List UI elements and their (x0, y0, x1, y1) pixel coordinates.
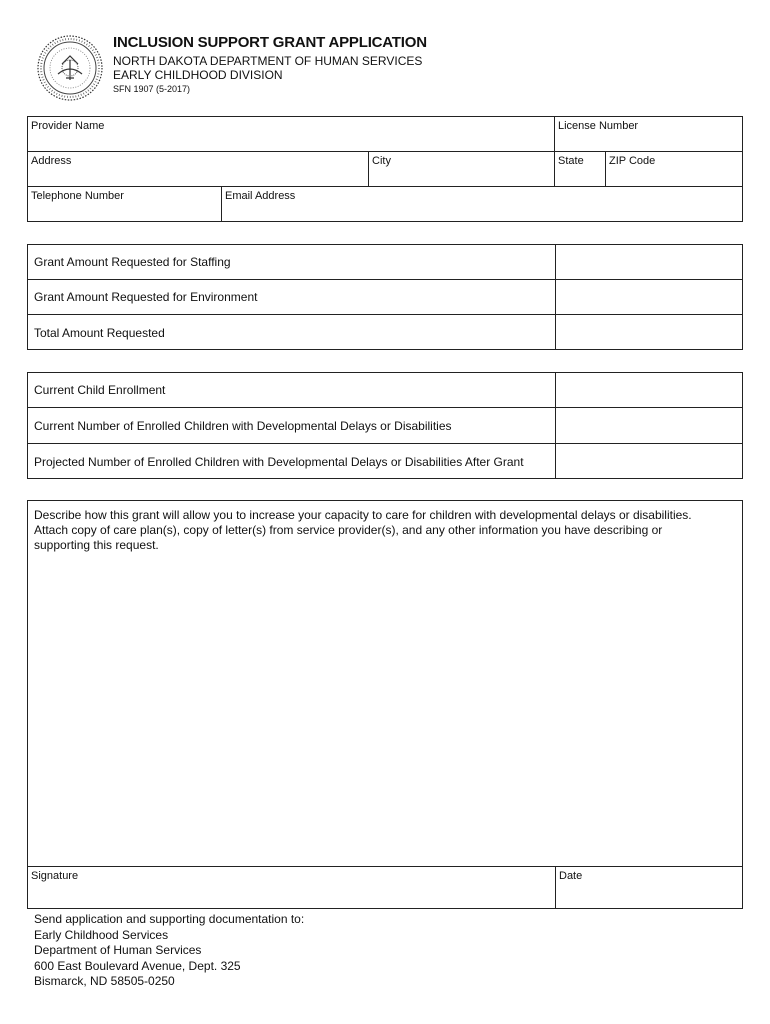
projected-delays-label: Projected Number of Enrolled Children with Developmental Delays or Disabilities After Grant (34, 455, 524, 469)
email-label: Email Address (225, 190, 296, 202)
current-enrollment-input[interactable] (556, 373, 742, 407)
description-textarea[interactable] (30, 557, 740, 865)
projected-delays-input[interactable] (556, 444, 742, 478)
total-amount-input[interactable] (556, 315, 742, 349)
staffing-amount-input[interactable] (556, 245, 742, 279)
provider-info-section (27, 116, 743, 222)
description-section (27, 500, 743, 909)
mailing-line-2: Department of Human Services (34, 943, 202, 957)
license-number-field[interactable] (555, 117, 742, 151)
date-label: Date (559, 870, 583, 882)
department-name: NORTH DAKOTA DEPARTMENT OF HUMAN SERVICES (113, 54, 423, 68)
city-label: City (372, 155, 391, 167)
form-title: INCLUSION SUPPORT GRANT APPLICATION (113, 34, 427, 51)
signature-field[interactable] (28, 867, 555, 908)
environment-amount-label: Grant Amount Requested for Environment (34, 290, 258, 304)
mailing-intro: Send application and supporting documentation to: (34, 912, 305, 926)
form-number: SFN 1907 (5-2017) (113, 84, 191, 94)
description-instructions (34, 508, 734, 553)
date-field[interactable] (556, 867, 742, 908)
description-line-1: Describe how this grant will allow you to increase your capacity to care for children with developmental delays or disabilities. (34, 508, 692, 522)
provider-name-label: Provider Name (31, 120, 105, 132)
current-enrollment-label: Current Child Enrollment (34, 383, 166, 397)
staffing-amount-label: Grant Amount Requested for Staffing (34, 255, 231, 269)
total-amount-label: Total Amount Requested (34, 326, 165, 340)
current-delays-input[interactable] (556, 408, 742, 443)
state-seal-icon (36, 34, 104, 102)
current-delays-label: Current Number of Enrolled Children with Developmental Delays or Disabilities (34, 419, 452, 433)
signature-label: Signature (31, 870, 79, 882)
environment-amount-input[interactable] (556, 280, 742, 314)
provider-name-field[interactable] (28, 117, 554, 151)
telephone-label: Telephone Number (31, 190, 124, 202)
address-field[interactable] (28, 152, 368, 186)
telephone-field[interactable] (28, 187, 221, 221)
division-name: EARLY CHILDHOOD DIVISION (113, 68, 283, 82)
mailing-line-1: Early Childhood Services (34, 927, 169, 942)
city-field[interactable] (369, 152, 554, 186)
mailing-line-3: 600 East Boulevard Avenue, Dept. 325 (34, 958, 241, 973)
description-line-2: Attach copy of care plan(s), copy of letter(s) from service provider(s), and any other information you have describing or (34, 523, 663, 537)
mailing-instructions (34, 912, 304, 990)
grant-amount-section (27, 244, 743, 350)
enrollment-section (27, 372, 743, 479)
email-field[interactable] (222, 187, 742, 221)
license-number-label: License Number (558, 120, 639, 132)
address-label: Address (31, 155, 72, 167)
zip-code-field[interactable] (606, 152, 742, 186)
zip-code-label: ZIP Code (609, 155, 656, 167)
mailing-line-4: Bismarck, ND 58505-0250 (34, 974, 175, 988)
state-label: State (558, 155, 584, 167)
state-field[interactable] (555, 152, 605, 186)
description-line-3: supporting this request. (34, 538, 159, 552)
